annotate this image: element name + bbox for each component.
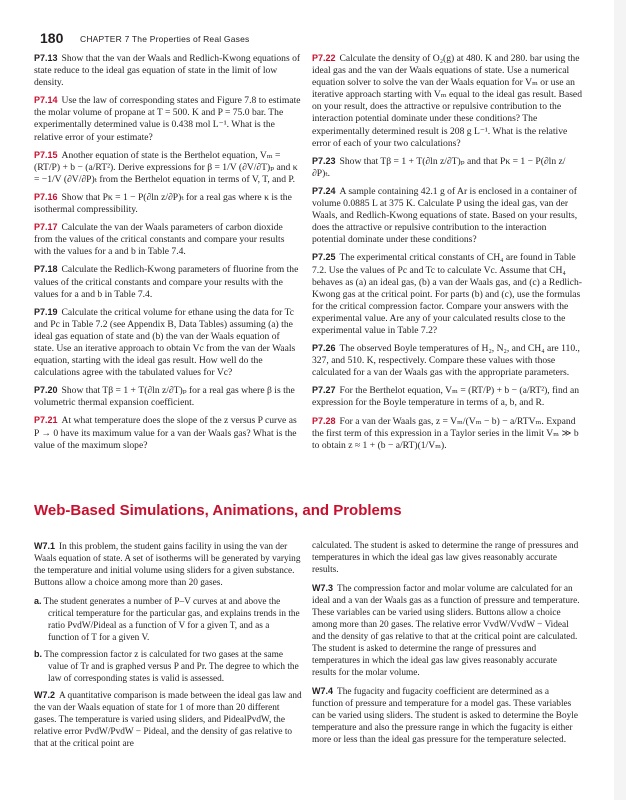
problem-text: The experimental critical constants of CH₄ are found in Table 7.2. Use the values of Pc and Tc to calculate Vc. Assume that CH₄ behaves as (a) an ideal gas, (b) a van der Waals gas, and (c) a Redlich-Kwong gas at the critical point. For parts (b) and (c), use the formulas for the critical compression factor. Compare your answers with the experimental value. Are any of your calculated results close to the experimental value in Table 7.2? [312,252,582,336]
problem-p7-15 [34,149,302,186]
problem-number: P7.22 [312,53,336,63]
page-header [40,30,606,48]
problem-text: Calculate the van der Waals parameters of carbon dioxide from the values of the critical constants and compare your results with the values for a and b in Table 7.4. [34,222,285,258]
problems-right-column [312,52,582,457]
chapter-title: CHAPTER 7 The Properties of Real Gases [80,34,250,44]
problem-number: P7.20 [34,385,58,396]
problem-number: W7.3 [312,583,334,593]
web-problem-w7-2-continued: calculated. The student is asked to determine the range of pressures and temperatures in which the ideal gas law gives reasonably accurate results. [312,541,579,575]
problem-text: For a van der Waals gas, z = Vₘ/(Vₘ − b) − a/RTVₘ. Expand the first term of this expression in a Taylor series in the limit Vₘ ≫ b to obtain z ≈ 1 + (b − a/RT)(1/Vₘ). [312,415,579,451]
problem-text: Show that Tβ = 1 + T(∂ln z/∂T)ₚ and that Pκ = 1 − P(∂ln z/∂P)ₜ. [312,155,566,179]
problem-text: Show that Pκ = 1 − P(∂ln z/∂P)ₜ for a real gas where κ is the isothermal compressibility. [34,191,292,216]
sub-text: The student generates a number of P–V curves at and above the critical temperature for the particular gas, and explains trends in the ratio PvdW/Pideal as a function of V for a given T, and as a function of T for a given V. [43,597,300,643]
problem-p7-22 [312,52,582,150]
problem-number: P7.13 [34,53,58,63]
problem-number: P7.23 [312,155,336,166]
problem-p7-19 [34,306,302,380]
problem-number: P7.14 [34,95,58,106]
problem-p7-21 [34,414,302,451]
sub-text: The compression factor z is calculated for two gases at the same value of Tr and is graphed versus P and Pr. The degree to which the law of corresponding states is valid is assessed. [44,650,299,684]
problem-text: Show that the van der Waals and Redlich-Kwong equations of state reduce to the ideal gas equation of state in the limit of low density. [34,53,301,89]
problem-text: Another equation of state is the Berthelot equation, Vₘ = (RT/P) + b − (a/RT²). Derive expressions for β = 1/V (∂V/∂T)ₚ and κ = −1/V (∂V/∂P)ₜ from the Berthelot equation in terms of V, T, and P. [34,149,298,185]
problem-text: Calculate the density of O₂(g) at 480. K and 280. bar using the ideal gas and the van der Waals equations of state. Use a numerical equation solver to solve the van der Waals equation for Vₘ or use an iterative approach starting with Vₘ equal to the ideal gas result. Based on your result, does the attractive or repulsive contribution to the interaction potential dominate under these conditions? The experimentally determined result is 208 g L⁻¹. What is the relative error of each of your two calculations? [312,53,582,149]
problem-number: P7.28 [312,415,336,426]
problem-p7-16 [34,191,302,216]
problem-p7-17 [34,221,302,258]
problem-p7-24 [312,185,582,246]
web-problem-w7-1-a [34,595,302,644]
problem-number: P7.19 [34,306,58,317]
problem-number: P7.24 [312,185,336,196]
problem-text: For the Berthelot equation, Vₘ = (RT/P) + b − (a/RT²), find an expression for the Boyle temperature in terms of a, b, and R. [312,385,580,409]
page-edge-shade [614,0,626,800]
problem-p7-27 [312,384,582,409]
problem-p7-23 [312,155,582,180]
sub-label: a. [34,596,42,606]
problem-text: Calculate the Redlich-Kwong parameters of fluorine from the values of the critical constants and compare your results with the values for a and b in Table 7.4. [34,264,299,300]
problem-number: P7.25 [312,252,336,263]
problem-number: P7.16 [34,191,58,202]
web-problem-w7-2 [34,689,302,750]
web-problem-w7-4 [312,685,582,746]
problem-text: A quantitative comparison is made between the ideal gas law and the van der Waals equation of state for 1 of more than 20 different gases. The temperature is varied using sliders, and PidealPvdW, the relative error PvdW/PvdW − Pideal, and the density of gas relative to that at the critical point are [34,691,302,749]
problem-number: P7.26 [312,343,336,354]
problem-number: W7.2 [34,690,56,700]
problem-text: In this problem, the student gains facility in using the van der Waals equation of state. A set of isotherms will be generated by varying the temperature and initial volume using sliders for a given substance. Buttons allow a choice among more than 20 gases. [34,542,301,588]
problem-number: W7.4 [312,686,334,696]
problem-p7-25 [312,251,582,337]
web-problem-w7-3 [312,582,582,679]
problem-text: At what temperature does the slope of the z versus P curve as P → 0 have its maximum value for a van der Waals gas? What is the value of the maximum slope? [34,415,297,451]
problem-text: The compression factor and molar volume are calculated for an ideal and a van der Waals gas as a function of pressure and temperature. These variables can be varied using sliders. Buttons allow a choice among more than 20 gases. The relative error VvdW/VvdW − Videal and the density of gas relative to that at the critical point are calculated. The student is asked to determine the range of pressures and temperatures in which the ideal gas law gives reasonably accurate results for the molar volume. [312,584,580,678]
problem-number: P7.18 [34,264,58,275]
problem-text: Show that Tβ = 1 + T(∂ln z/∂T)ₚ for a real gas where β is the volumetric thermal expansion coefficient. [34,385,295,409]
problems-left-column [34,52,302,457]
web-problem-w7-1-b [34,648,302,685]
problem-text: Use the law of corresponding states and Figure 7.8 to estimate the molar volume of propane at T = 500. K and P = 75.0 bar. The experimentally determined value is 0.438 mol L⁻¹. What is the relative error of your estimate? [34,95,301,143]
sub-label: b. [34,649,42,659]
problem-text: The observed Boyle temperatures of H₂, N₂, and CH₄ are 110., 327, and 510. K, respectively. Compare these values with those calculated for a van der Waals gas with the appropriate parameters. [312,343,580,379]
problem-p7-20 [34,384,302,409]
page-number: 180 [40,30,64,46]
problem-p7-28 [312,415,582,452]
problem-number: P7.15 [34,149,58,160]
problem-number: P7.17 [34,222,58,233]
web-problems-right-column [312,540,582,752]
section-heading: Web-Based Simulations, Animations, and Problems [34,502,402,519]
problem-p7-13 [34,52,302,89]
problem-text: A sample containing 42.1 g of Ar is enclosed in a container of volume 0.0885 L at 375 K. Calculate P using the ideal gas, van der Waals, and Redlich-Kwong equations of state. Based on your results, does the attractive or repulsive contribution to the interaction potential dominate under these conditions? [312,185,578,246]
problem-p7-26 [312,342,582,379]
problem-text: The fugacity and fugacity coefficient are determined as a function of pressure and temperature for a model gas. These variables can be varied using sliders. The student is asked to determine the Boyle temperature and also the pressure range in which the fugacity is either more or less than the ideal gas pressure for the temperature selected. [312,687,579,745]
problem-number: W7.1 [34,541,56,551]
web-problem-w7-1 [34,540,302,589]
problem-number: P7.21 [34,415,58,426]
problem-p7-18 [34,263,302,300]
web-problems-left-column [34,540,302,756]
problem-text: Calculate the critical volume for ethane using the data for Tc and Pc in Table 7.2 (see Appendix B, Data Tables) assuming (a) the ideal gas equation of state and (b) the van der Waals equation of state. Use an iterative approach to obtain Vc from the van der Waals equation, starting with the ideal gas result. How well do the calculations agree with the tabulated values for Vc? [34,306,296,379]
problem-p7-14 [34,94,302,143]
problem-number: P7.27 [312,385,336,396]
